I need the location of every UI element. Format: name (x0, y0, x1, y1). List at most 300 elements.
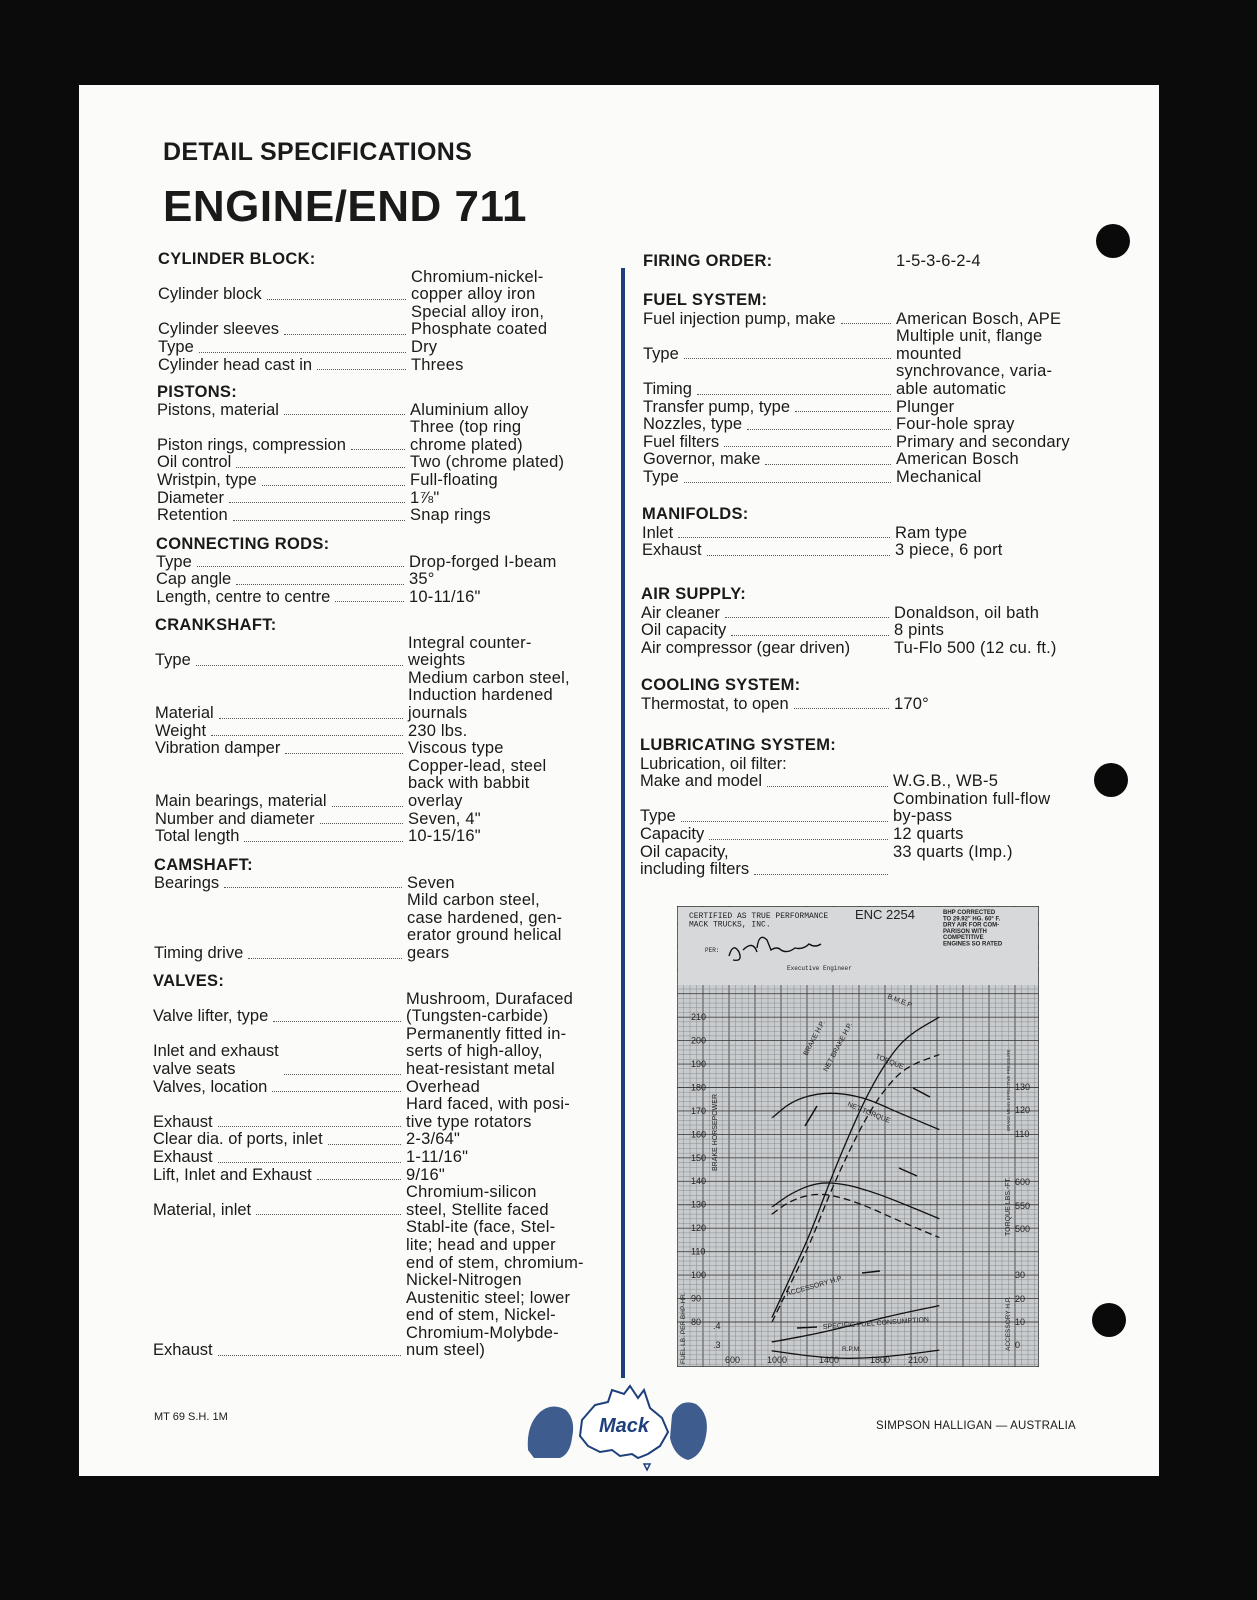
spec-label: Material, inlet (153, 1200, 252, 1219)
section-title: FUEL SYSTEM: (643, 291, 768, 309)
left-axis-tick: 100 (691, 1270, 707, 1281)
spec-value: American Bosch, APE (896, 309, 1062, 328)
spec-row (156, 589, 616, 607)
series-label: NET TORQUE (846, 1101, 892, 1125)
spec-label: Air cleaner (641, 603, 720, 622)
printer-credit: SIMPSON HALLIGAN — AUSTRALIA (876, 1420, 1076, 1432)
dot-leader (795, 411, 891, 412)
dot-leader (236, 467, 405, 468)
spec-section (157, 384, 617, 525)
bmep-axis-tick: 110 (1015, 1129, 1030, 1139)
dot-leader (244, 841, 403, 842)
spec-row (153, 1096, 613, 1131)
spec-label-cell (153, 1167, 406, 1185)
left-axis-tick: 190 (691, 1058, 707, 1069)
section-title: VALVES: (153, 972, 225, 990)
spec-row (643, 311, 1103, 329)
spec-label: Pistons, material (157, 400, 279, 419)
spec-label-cell (643, 469, 896, 487)
spec-row (158, 269, 618, 304)
logo-wordmark: Mack (598, 1415, 650, 1437)
spec-row (158, 339, 618, 357)
section-value: 1-5-3-6-2-4 (896, 252, 981, 270)
spec-label: Nozzles, type (643, 415, 743, 434)
spec-value: Special alloy iron, Phosphate coated (411, 302, 548, 339)
bmep-axis-tick: 130 (1015, 1082, 1031, 1092)
spec-row (641, 605, 1101, 623)
spec-label-cell (153, 1096, 406, 1131)
spec-row (155, 740, 615, 758)
mack-australia-logo (520, 1380, 720, 1475)
spec-label: Timing drive (154, 943, 244, 962)
spec-value: 170° (894, 694, 929, 713)
spec-section (641, 677, 1101, 713)
spec-value: Mild carbon steel, case hardened, gen- erator ground helical gears (407, 891, 563, 962)
dot-leader (272, 1091, 401, 1092)
spec-value: Donaldson, oil bath (894, 603, 1040, 622)
spec-value: synchrovance, varia- able automatic (896, 362, 1053, 398)
left-axis-tick: 170 (691, 1105, 707, 1116)
spec-section (640, 737, 1100, 879)
spec-label-cell (641, 622, 894, 640)
dot-leader (267, 299, 406, 300)
spec-row (643, 469, 1103, 487)
section-header (643, 253, 1103, 271)
spec-row (640, 791, 1100, 826)
spec-label-cell (158, 269, 411, 304)
dot-leader (709, 839, 888, 840)
correction-note: BHP CORRECTED TO 29.92" HG. 60° F. DRY AIR FOR COM-PARISON WITH COMPETITIVE ENGINES SO RATED (943, 910, 1003, 948)
spec-value: 1⅞" (410, 488, 440, 507)
spec-label-cell (157, 454, 410, 472)
x-axis-tick: 1000 (767, 1355, 788, 1365)
spec-label: Inlet (642, 523, 674, 542)
spec-label-cell (157, 402, 410, 420)
dot-leader (724, 446, 891, 447)
spec-label-cell (155, 811, 408, 829)
spec-label: Exhaust (153, 1341, 213, 1360)
left-axis-tick: 90 (691, 1293, 702, 1304)
spec-row (157, 419, 617, 454)
section-title: COOLING SYSTEM: (641, 676, 801, 694)
spec-label-cell (157, 472, 410, 490)
spec-value: 10-15/16" (408, 827, 481, 846)
spec-row (153, 1219, 613, 1360)
spec-value: Chromium-silicon steel, Stellite faced (406, 1183, 549, 1219)
series-label: TORQUE (874, 1053, 905, 1072)
spec-label: Thermostat, to open (641, 694, 789, 713)
dot-leader (229, 502, 405, 503)
spec-label: Fuel filters (643, 432, 720, 451)
spec-label-cell (155, 723, 408, 741)
spec-value: Threes (411, 355, 464, 374)
left-axis-label: BRAKE HORSEPOWER (712, 1093, 719, 1171)
spec-label-cell (642, 525, 895, 543)
spec-label-cell (153, 1026, 406, 1079)
spec-label: Material (155, 703, 214, 722)
spec-label-cell (153, 1184, 406, 1219)
spec-label-cell (643, 434, 896, 452)
spec-label-cell (158, 357, 411, 375)
spec-label-cell (157, 490, 410, 508)
left-axis-tick: 140 (691, 1176, 707, 1187)
spec-label: Main bearings, material (155, 791, 327, 810)
spec-value: W.G.B., WB-5 (893, 772, 999, 791)
spec-label: Clear dia. of ports, inlet (153, 1130, 323, 1149)
dot-leader (236, 584, 404, 585)
bmep-axis-label: BRAKE MEAN EFFECTIVE PRESSURE (1006, 1049, 1011, 1131)
spec-label: Vibration damper (155, 739, 281, 758)
spec-section (643, 292, 1103, 487)
spec-label: Length, centre to centre (156, 587, 331, 606)
spec-value: Combination full-flow by-pass (893, 789, 1051, 826)
spec-row (153, 1149, 613, 1167)
spec-label-cell (643, 363, 896, 398)
dot-leader (697, 394, 891, 395)
spec-label: Exhaust (153, 1147, 213, 1166)
dot-leader (199, 352, 406, 353)
dot-leader (681, 821, 888, 822)
spec-value: Primary and secondary (896, 432, 1070, 451)
left-axis-tick: 130 (691, 1199, 707, 1210)
section-title: MANIFOLDS: (642, 505, 749, 523)
spec-value: Medium carbon steel, Induction hardened journals (408, 668, 570, 722)
spec-label-cell (156, 571, 409, 589)
series-label: ACCESSORY H.P. (785, 1275, 844, 1298)
spec-label: Wristpin, type (157, 470, 257, 489)
x-axis-tick: 2100 (908, 1355, 929, 1365)
dot-leader (284, 414, 405, 415)
koala-icon (670, 1402, 707, 1460)
dot-leader (767, 786, 888, 787)
left-axis-tick: 80 (691, 1317, 702, 1327)
spec-value: Plunger (896, 397, 955, 416)
spec-row (157, 472, 617, 490)
punch-hole (1092, 1303, 1126, 1337)
spec-value: Tu-Flo 500 (12 cu. ft.) (894, 638, 1057, 657)
document-title: ENGINE/END 711 (163, 182, 528, 231)
spec-label-cell (640, 791, 893, 826)
dot-leader (317, 1179, 401, 1180)
series-label: NET BRAKE H.P. (822, 1021, 855, 1073)
spec-row (641, 622, 1101, 640)
spec-value: Snap rings (410, 506, 491, 525)
spec-label: Oil control (157, 453, 232, 472)
bulldog-icon (528, 1406, 573, 1458)
spec-row (156, 571, 616, 589)
spec-row (156, 554, 616, 572)
spec-label: Weight (155, 721, 207, 740)
spec-value: Overhead (406, 1077, 481, 1096)
section-title: CYLINDER BLOCK: (158, 250, 316, 268)
left-axis-tick: 160 (691, 1129, 707, 1140)
torque-axis-tick: 500 (1015, 1224, 1031, 1234)
spec-label-cell (640, 826, 893, 844)
spec-label: Transfer pump, type (643, 397, 791, 416)
spec-label: Bearings (154, 873, 220, 892)
section-title: CAMSHAFT: (154, 856, 253, 874)
spec-value: Aluminium alloy (410, 400, 529, 419)
spec-row (155, 828, 615, 846)
dot-leader (841, 323, 891, 324)
spec-value: 9/16" (406, 1165, 445, 1184)
spec-section (158, 251, 618, 374)
pointer-arrow (797, 1327, 817, 1328)
spec-label-cell (643, 416, 896, 434)
spec-label: Air compressor (gear driven) (641, 638, 851, 657)
dot-leader (262, 485, 405, 486)
spec-row (154, 892, 614, 962)
section-title: LUBRICATING SYSTEM: (640, 736, 837, 754)
spec-row (153, 991, 613, 1026)
dot-leader (218, 1126, 401, 1127)
spec-label-cell (640, 756, 893, 774)
spec-label: Cylinder sleeves (158, 320, 280, 339)
spec-label: Exhaust (642, 541, 702, 560)
dot-leader (233, 520, 405, 521)
torque-axis-tick: 550 (1015, 1201, 1031, 1211)
dot-leader (197, 566, 404, 567)
dot-leader (218, 1162, 401, 1163)
spec-row (640, 756, 1100, 774)
spec-label-cell (155, 828, 408, 846)
spec-value: Mechanical (896, 467, 982, 486)
spec-row (643, 451, 1103, 469)
spec-value: 35° (409, 570, 435, 589)
spec-label: Type (640, 807, 676, 826)
bmep-axis-tick: 120 (1015, 1105, 1031, 1115)
spec-row (153, 1184, 613, 1219)
dot-leader (328, 1144, 401, 1145)
dot-leader (794, 708, 889, 709)
chart-code: ENC 2254 (855, 907, 915, 922)
spec-row (157, 402, 617, 420)
torque-axis-label: TORQUE LBS.-FT. (1005, 1177, 1012, 1236)
spec-row (640, 826, 1100, 844)
spec-row (642, 525, 1102, 543)
spec-label-cell (640, 844, 893, 879)
spec-label-cell (157, 419, 410, 454)
spec-label: Type (643, 344, 679, 363)
spec-row (158, 357, 618, 375)
spec-section (155, 617, 615, 846)
spec-label-cell (640, 773, 893, 791)
spec-value: Copper-lead, steel back with babbit overlay (408, 756, 547, 810)
spec-value: Chromium-nickel- copper alloy iron (411, 267, 544, 304)
spec-row (155, 635, 615, 670)
dot-leader (332, 806, 404, 807)
spec-label: Lift, Inlet and Exhaust (153, 1165, 312, 1184)
spec-label-cell (643, 311, 896, 329)
spec-value: Viscous type (408, 739, 504, 758)
spec-label: Diameter (157, 488, 224, 507)
spec-section (642, 506, 1102, 560)
spec-value: Seven, 4" (408, 809, 481, 828)
spec-row (641, 696, 1101, 714)
dot-leader (224, 887, 402, 888)
dot-leader (747, 429, 891, 430)
fuel-axis-tick: .3 (713, 1340, 721, 1350)
series-label: B.M.E.P. (886, 993, 914, 1010)
spec-value: Integral counter- weights (408, 633, 532, 670)
spec-value: 33 quarts (Imp.) (893, 842, 1013, 861)
spec-row (154, 875, 614, 893)
spec-label-cell (155, 670, 408, 723)
spec-section (641, 586, 1101, 657)
dot-leader (320, 823, 403, 824)
spec-section (154, 857, 614, 963)
spec-label-cell (641, 605, 894, 623)
spec-row (643, 434, 1103, 452)
dot-leader (317, 369, 406, 370)
spec-label-cell (157, 507, 410, 525)
spec-value: Full-floating (410, 470, 498, 489)
spec-row (153, 1026, 613, 1079)
spec-label-cell (153, 1219, 406, 1360)
spec-row (157, 490, 617, 508)
spec-row (153, 1079, 613, 1097)
spec-value: 1-11/16" (406, 1147, 469, 1166)
dot-leader (211, 735, 403, 736)
dot-leader (765, 464, 891, 465)
section-title: CONNECTING RODS: (156, 535, 330, 553)
dot-leader (284, 334, 406, 335)
performance-chart (677, 906, 1039, 1367)
spec-label-cell (155, 740, 408, 758)
spec-label-cell (156, 589, 409, 607)
spec-label: Type (643, 467, 679, 486)
column-divider (621, 268, 625, 1378)
spec-row (640, 773, 1100, 791)
spec-value: Drop-forged I-beam (409, 552, 557, 571)
spec-label-cell (158, 339, 411, 357)
dot-leader (273, 1021, 401, 1022)
spec-label-cell (643, 399, 896, 417)
acc-axis-tick: 30 (1015, 1270, 1026, 1280)
spec-label-cell (154, 875, 407, 893)
dot-leader (196, 665, 403, 666)
spec-label-cell (155, 635, 408, 670)
spec-value: Mushroom, Durafaced (Tungsten-carbide) (406, 989, 574, 1026)
spec-row (153, 1131, 613, 1149)
spec-row (643, 416, 1103, 434)
spec-label: Inlet and exhaust valve seats (153, 1042, 279, 1078)
spec-label: Valves, location (153, 1077, 268, 1096)
spec-label-cell (153, 1149, 406, 1167)
spec-value: 10-11/16" (409, 587, 481, 606)
spec-label-cell (154, 892, 407, 962)
spec-value: Dry (411, 337, 438, 356)
dot-leader (731, 635, 889, 636)
dot-leader (684, 358, 891, 359)
section-title: PISTONS: (157, 383, 238, 401)
spec-value: Hard faced, with posi- tive type rotators (406, 1095, 570, 1131)
spec-value: 12 quarts (893, 824, 964, 843)
spec-label: Type (156, 552, 192, 571)
spec-label: Fuel injection pump, make (643, 309, 836, 328)
spec-label: Oil capacity (641, 621, 727, 640)
spec-value: Permanently fitted in- serts of high-alloy, heat-resistant metal (406, 1024, 567, 1078)
dot-leader (335, 601, 404, 602)
series-label: BRAKE H.P. (802, 1019, 827, 1057)
spec-label: Exhaust (153, 1112, 213, 1131)
spec-row (155, 758, 615, 811)
x-axis-tick: 1400 (819, 1355, 840, 1365)
spec-label: Valve lifter, type (153, 1007, 269, 1026)
spec-value (893, 756, 1100, 774)
spec-label: Cylinder block (158, 285, 262, 304)
dot-leader (218, 1355, 401, 1356)
dot-leader (351, 449, 405, 450)
spec-row (643, 328, 1103, 363)
spec-label-cell (643, 451, 896, 469)
spec-row (640, 844, 1100, 879)
dot-leader (754, 874, 888, 875)
spec-label-cell (155, 758, 408, 811)
left-axis-tick: 180 (691, 1082, 707, 1093)
dot-leader (707, 555, 890, 556)
spec-label: Piston rings, compression (157, 435, 346, 454)
spec-label-cell (642, 542, 895, 560)
spec-row (153, 1167, 613, 1185)
dot-leader (678, 537, 890, 538)
spec-label: Cylinder head cast in (158, 355, 313, 374)
dot-leader (256, 1214, 401, 1215)
acc-axis-tick: 10 (1015, 1317, 1026, 1327)
spec-value: American Bosch (896, 450, 1019, 469)
spec-value: Seven (407, 873, 455, 892)
acc-axis-tick: 20 (1015, 1294, 1026, 1304)
torque-axis-tick: 600 (1015, 1177, 1031, 1187)
spec-label: Cap angle (156, 570, 232, 589)
spec-value: Ram type (895, 523, 968, 542)
left-axis-tick: 110 (691, 1246, 706, 1257)
dot-leader (725, 617, 889, 618)
spec-value: 8 pints (894, 621, 945, 640)
spec-label-cell (158, 304, 411, 339)
dot-leader (219, 718, 403, 719)
fuel-axis-label: FUEL LB. PER BHP-HR. (680, 1292, 687, 1364)
accessory-axis-label: ACCESSORY H.P. (1005, 1296, 1012, 1351)
left-axis-tick: 150 (691, 1152, 707, 1163)
x-axis-tick: 600 (725, 1355, 741, 1365)
dot-leader (285, 753, 403, 754)
section-title: FIRING ORDER: (643, 252, 773, 270)
left-axis-tick: 120 (691, 1223, 707, 1234)
document-subtitle: DETAIL SPECIFICATIONS (163, 138, 473, 166)
left-axis-tick: 200 (691, 1035, 707, 1046)
spec-value: Four-hole spray (896, 415, 1015, 434)
section-title: CRANKSHAFT: (155, 616, 277, 634)
spec-value: 230 lbs. (408, 721, 468, 740)
spec-label-cell (641, 696, 894, 714)
spec-label: Capacity (640, 824, 705, 843)
spec-label: Retention (157, 506, 228, 525)
spec-label-cell (156, 554, 409, 572)
spec-row (642, 542, 1102, 560)
spec-row (643, 363, 1103, 398)
per-label: PER: (705, 947, 720, 954)
x-axis-tick: 1800 (870, 1355, 891, 1365)
spec-label: Lubrication, oil filter: (640, 754, 787, 773)
spec-value: 3 piece, 6 port (895, 541, 1003, 560)
spec-row (155, 811, 615, 829)
certification-text: CERTIFIED AS TRUE PERFORMANCE MACK TRUCKS, INC. (689, 912, 829, 930)
section-title: AIR SUPPLY: (641, 585, 747, 603)
tasmania-outline (644, 1464, 650, 1470)
spec-label: Governor, make (643, 450, 761, 469)
spec-row (157, 507, 617, 525)
